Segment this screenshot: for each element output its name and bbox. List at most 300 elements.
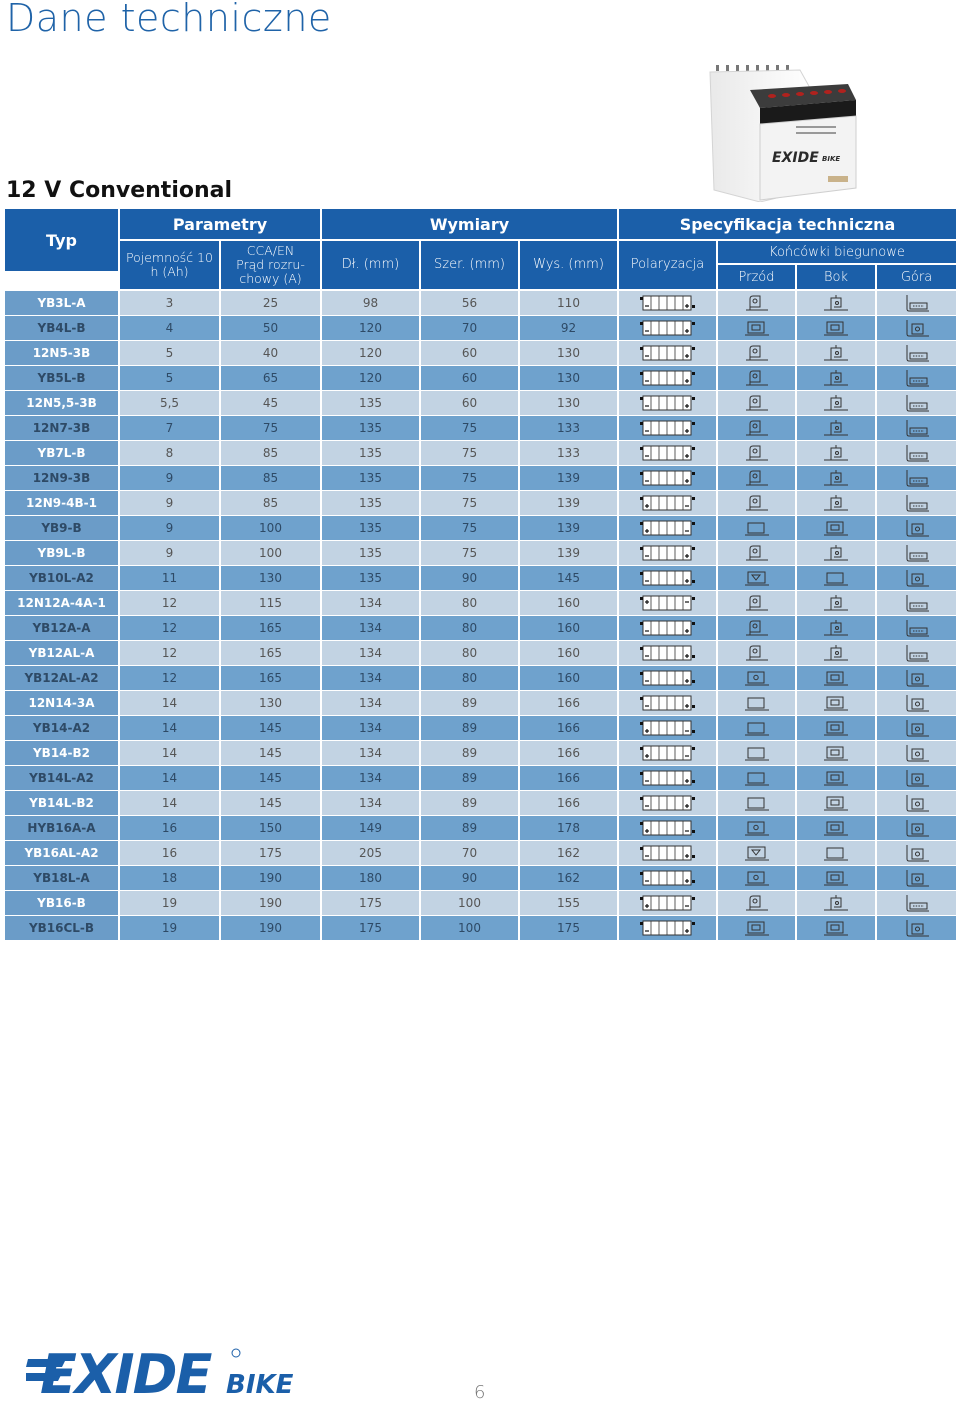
cell-type: HYB16A-A — [5, 816, 120, 840]
cell-type: 12N9-4B-1 — [5, 491, 120, 515]
header-cca-line2: Prąd rozru- — [236, 257, 305, 272]
table-row — [5, 416, 956, 440]
table-row — [5, 341, 956, 365]
cell-capacity: 14 — [120, 716, 221, 740]
cell-height: 139 — [520, 491, 619, 515]
terminal-side-icon — [797, 541, 877, 565]
cell-capacity: 9 — [120, 541, 221, 565]
cell-capacity: 12 — [120, 666, 221, 690]
polarity-diagram-icon — [619, 666, 718, 690]
table-row — [5, 741, 956, 765]
terminal-front-icon — [718, 516, 797, 540]
cell-capacity: 12 — [120, 641, 221, 665]
header-top: Góra — [877, 265, 956, 289]
terminal-top-icon — [877, 641, 956, 665]
cell-capacity: 8 — [120, 441, 221, 465]
terminal-side-icon — [797, 416, 877, 440]
terminal-top-icon — [877, 516, 956, 540]
cell-cca: 165 — [221, 616, 322, 640]
table-row — [5, 541, 956, 565]
table-row — [5, 516, 956, 540]
table-row — [5, 566, 956, 590]
header-typ-label: Typ — [46, 230, 77, 250]
header-front: Przód — [718, 265, 795, 289]
cell-type: YB9L-B — [5, 541, 120, 565]
cell-length: 134 — [322, 691, 421, 715]
terminal-top-icon — [877, 416, 956, 440]
polarity-diagram-icon — [619, 691, 718, 715]
terminal-front-icon — [718, 541, 797, 565]
cell-length: 134 — [322, 716, 421, 740]
terminal-side-icon — [797, 741, 877, 765]
cell-height: 162 — [520, 866, 619, 890]
cell-type: 12N12A-4A-1 — [5, 591, 120, 615]
cell-cca: 75 — [221, 416, 322, 440]
terminal-front-icon — [718, 566, 797, 590]
cell-height: 166 — [520, 791, 619, 815]
svg-text:EXIDE: EXIDE — [772, 150, 819, 166]
cell-length: 134 — [322, 591, 421, 615]
cell-length: 120 — [322, 316, 421, 340]
cell-width: 75 — [421, 416, 520, 440]
terminal-side-icon — [797, 866, 877, 890]
cell-length: 135 — [322, 416, 421, 440]
cell-width: 60 — [421, 341, 520, 365]
terminal-top-icon — [877, 291, 956, 315]
terminal-top-icon — [877, 366, 956, 390]
terminal-top-icon — [877, 541, 956, 565]
terminal-top-icon — [877, 766, 956, 790]
polarity-diagram-icon — [619, 791, 718, 815]
cell-type: YB14-B2 — [5, 741, 120, 765]
polarity-diagram-icon — [619, 716, 718, 740]
table-row — [5, 641, 956, 665]
svg-text:BIKE: BIKE — [822, 155, 841, 163]
polarity-diagram-icon — [619, 366, 718, 390]
polarity-diagram-icon — [619, 441, 718, 465]
header-cca — [221, 241, 320, 289]
polarity-diagram-icon — [619, 566, 718, 590]
cell-width: 75 — [421, 441, 520, 465]
cell-type: 12N9-3B — [5, 466, 120, 490]
polarity-diagram-icon — [619, 841, 718, 865]
table-row — [5, 891, 956, 915]
cell-height: 92 — [520, 316, 619, 340]
table-row — [5, 391, 956, 415]
cell-cca: 130 — [221, 566, 322, 590]
terminal-top-icon — [877, 566, 956, 590]
cell-type: YB7L-B — [5, 441, 120, 465]
header-height: Wys. (mm) — [520, 241, 617, 289]
cell-cca: 100 — [221, 516, 322, 540]
polarity-diagram-icon — [619, 316, 718, 340]
cell-height: 160 — [520, 641, 619, 665]
cell-length: 134 — [322, 641, 421, 665]
cell-cca: 165 — [221, 641, 322, 665]
terminal-top-icon — [877, 716, 956, 740]
polarity-diagram-icon — [619, 766, 718, 790]
cell-capacity: 14 — [120, 741, 221, 765]
cell-height: 130 — [520, 366, 619, 390]
table-row — [5, 591, 956, 615]
cell-width: 89 — [421, 741, 520, 765]
cell-cca: 130 — [221, 691, 322, 715]
terminal-side-icon — [797, 816, 877, 840]
cell-height: 166 — [520, 716, 619, 740]
cell-height: 139 — [520, 466, 619, 490]
cell-type: YB16AL-A2 — [5, 841, 120, 865]
polarity-diagram-icon — [619, 291, 718, 315]
polarity-diagram-icon — [619, 816, 718, 840]
terminal-side-icon — [797, 441, 877, 465]
cell-capacity: 9 — [120, 491, 221, 515]
cell-type: YB18L-A — [5, 866, 120, 890]
cell-cca: 190 — [221, 866, 322, 890]
cell-width: 90 — [421, 566, 520, 590]
cell-cca: 85 — [221, 441, 322, 465]
cell-length: 135 — [322, 391, 421, 415]
terminal-side-icon — [797, 691, 877, 715]
terminal-front-icon — [718, 641, 797, 665]
terminal-front-icon — [718, 841, 797, 865]
terminal-side-icon — [797, 716, 877, 740]
cell-length: 120 — [322, 341, 421, 365]
terminal-top-icon — [877, 491, 956, 515]
cell-width: 89 — [421, 766, 520, 790]
header-length: Dł. (mm) — [322, 241, 419, 289]
table-row — [5, 291, 956, 315]
terminal-top-icon — [877, 741, 956, 765]
header-cca-line1: CCA/EN — [246, 243, 295, 258]
table-row — [5, 841, 956, 865]
cell-height: 160 — [520, 616, 619, 640]
table-row — [5, 366, 956, 390]
cell-type: YB14L-B2 — [5, 791, 120, 815]
cell-cca: 165 — [221, 666, 322, 690]
cell-cca: 100 — [221, 541, 322, 565]
terminal-front-icon — [718, 341, 797, 365]
cell-cca: 150 — [221, 816, 322, 840]
terminal-front-icon — [718, 591, 797, 615]
terminal-front-icon — [718, 716, 797, 740]
cell-height: 178 — [520, 816, 619, 840]
cell-capacity: 19 — [120, 916, 221, 940]
cell-width: 60 — [421, 391, 520, 415]
cell-capacity: 5 — [120, 341, 221, 365]
terminal-top-icon — [877, 466, 956, 490]
cell-height: 160 — [520, 591, 619, 615]
table-row — [5, 666, 956, 690]
cell-cca: 115 — [221, 591, 322, 615]
terminal-front-icon — [718, 616, 797, 640]
terminal-front-icon — [718, 766, 797, 790]
terminal-side-icon — [797, 841, 877, 865]
cell-length: 98 — [322, 291, 421, 315]
terminal-top-icon — [877, 866, 956, 890]
cell-width: 80 — [421, 616, 520, 640]
cell-type: YB16CL-B — [5, 916, 120, 940]
exide-bike-logo — [26, 1345, 316, 1405]
cell-cca: 85 — [221, 491, 322, 515]
polarity-diagram-icon — [619, 891, 718, 915]
terminal-side-icon — [797, 516, 877, 540]
header-terminals: Końcówki biegunowe — [718, 241, 956, 263]
cell-height: 160 — [520, 666, 619, 690]
battery-illustration-icon — [700, 60, 860, 202]
terminal-side-icon — [797, 891, 877, 915]
header-cca-line3: chowy (A) — [239, 271, 302, 286]
cell-type: YB5L-B — [5, 366, 120, 390]
terminal-front-icon — [718, 691, 797, 715]
cell-width: 80 — [421, 591, 520, 615]
polarity-diagram-icon — [619, 591, 718, 615]
polarity-diagram-icon — [619, 916, 718, 940]
cell-width: 89 — [421, 791, 520, 815]
cell-height: 162 — [520, 841, 619, 865]
table-row — [5, 866, 956, 890]
header-group-wymiary: Wymiary — [322, 209, 617, 239]
terminal-front-icon — [718, 366, 797, 390]
polarity-diagram-icon — [619, 866, 718, 890]
cell-width: 89 — [421, 716, 520, 740]
cell-width: 75 — [421, 516, 520, 540]
terminal-front-icon — [718, 391, 797, 415]
page-number: 6 — [474, 1382, 486, 1403]
header-group-spec: Specyfikacja techniczna — [619, 209, 956, 239]
polarity-diagram-icon — [619, 416, 718, 440]
cell-width: 80 — [421, 641, 520, 665]
cell-cca: 145 — [221, 766, 322, 790]
cell-height: 133 — [520, 441, 619, 465]
terminal-side-icon — [797, 566, 877, 590]
terminal-side-icon — [797, 341, 877, 365]
cell-length: 135 — [322, 491, 421, 515]
cell-width: 56 — [421, 291, 520, 315]
cell-capacity: 16 — [120, 841, 221, 865]
cell-width: 100 — [421, 891, 520, 915]
cell-type: 12N5,5-3B — [5, 391, 120, 415]
terminal-side-icon — [797, 616, 877, 640]
cell-length: 134 — [322, 791, 421, 815]
header-side: Bok — [797, 265, 875, 289]
cell-capacity: 7 — [120, 416, 221, 440]
polarity-diagram-icon — [619, 491, 718, 515]
terminal-top-icon — [877, 391, 956, 415]
terminal-side-icon — [797, 491, 877, 515]
cell-length: 134 — [322, 666, 421, 690]
cell-cca: 145 — [221, 716, 322, 740]
terminal-front-icon — [718, 441, 797, 465]
polarity-diagram-icon — [619, 341, 718, 365]
terminal-side-icon — [797, 291, 877, 315]
terminal-front-icon — [718, 466, 797, 490]
terminal-front-icon — [718, 866, 797, 890]
cell-type: YB4L-B — [5, 316, 120, 340]
terminal-front-icon — [718, 916, 797, 940]
table-row — [5, 316, 956, 340]
terminal-side-icon — [797, 641, 877, 665]
cell-cca: 145 — [221, 791, 322, 815]
header-width: Szer. (mm) — [421, 241, 518, 289]
logo-text: EXIDE — [40, 1345, 211, 1401]
terminal-side-icon — [797, 591, 877, 615]
cell-height: 130 — [520, 341, 619, 365]
cell-width: 75 — [421, 466, 520, 490]
section-title: 12 V Conventional — [6, 178, 233, 203]
cell-width: 70 — [421, 841, 520, 865]
cell-type: YB9-B — [5, 516, 120, 540]
cell-capacity: 4 — [120, 316, 221, 340]
cell-cca: 175 — [221, 841, 322, 865]
cell-width: 89 — [421, 691, 520, 715]
cell-capacity: 9 — [120, 466, 221, 490]
cell-capacity: 9 — [120, 516, 221, 540]
cell-cca: 190 — [221, 916, 322, 940]
terminal-side-icon — [797, 916, 877, 940]
terminal-top-icon — [877, 616, 956, 640]
cell-width: 60 — [421, 366, 520, 390]
terminal-top-icon — [877, 441, 956, 465]
terminal-top-icon — [877, 316, 956, 340]
polarity-diagram-icon — [619, 516, 718, 540]
cell-height: 166 — [520, 766, 619, 790]
table-row — [5, 491, 956, 515]
cell-height: 130 — [520, 391, 619, 415]
cell-capacity: 14 — [120, 691, 221, 715]
cell-capacity: 18 — [120, 866, 221, 890]
cell-capacity: 12 — [120, 591, 221, 615]
terminal-top-icon — [877, 816, 956, 840]
cell-capacity: 11 — [120, 566, 221, 590]
terminal-top-icon — [877, 841, 956, 865]
terminal-side-icon — [797, 391, 877, 415]
cell-length: 134 — [322, 766, 421, 790]
cell-length: 120 — [322, 366, 421, 390]
header-capacity: Pojemność 10 h (Ah) — [120, 241, 219, 289]
cell-width: 89 — [421, 816, 520, 840]
polarity-diagram-icon — [619, 391, 718, 415]
polarity-diagram-icon — [619, 616, 718, 640]
polarity-diagram-icon — [619, 641, 718, 665]
cell-height: 139 — [520, 516, 619, 540]
cell-cca: 25 — [221, 291, 322, 315]
cell-length: 175 — [322, 916, 421, 940]
terminal-front-icon — [718, 666, 797, 690]
cell-length: 135 — [322, 541, 421, 565]
logo-sub: BIKE — [226, 1370, 294, 1400]
polarity-diagram-icon — [619, 741, 718, 765]
cell-cca: 50 — [221, 316, 322, 340]
cell-type: 12N5-3B — [5, 341, 120, 365]
cell-capacity: 5,5 — [120, 391, 221, 415]
cell-length: 180 — [322, 866, 421, 890]
cell-height: 155 — [520, 891, 619, 915]
table-row — [5, 791, 956, 815]
terminal-front-icon — [718, 491, 797, 515]
terminal-side-icon — [797, 766, 877, 790]
cell-cca: 145 — [221, 741, 322, 765]
terminal-side-icon — [797, 666, 877, 690]
polarity-diagram-icon — [619, 466, 718, 490]
cell-height: 133 — [520, 416, 619, 440]
terminal-top-icon — [877, 791, 956, 815]
terminal-front-icon — [718, 816, 797, 840]
table-row — [5, 916, 956, 940]
cell-type: YB3L-A — [5, 291, 120, 315]
polarity-diagram-icon — [619, 541, 718, 565]
cell-width: 75 — [421, 491, 520, 515]
terminal-side-icon — [797, 316, 877, 340]
cell-type: YB12AL-A2 — [5, 666, 120, 690]
cell-capacity: 16 — [120, 816, 221, 840]
cell-cca: 65 — [221, 366, 322, 390]
table-row — [5, 691, 956, 715]
terminal-top-icon — [877, 891, 956, 915]
cell-type: 12N7-3B — [5, 416, 120, 440]
page-title: Dane techniczne — [6, 0, 332, 40]
table-row — [5, 816, 956, 840]
cell-capacity: 14 — [120, 791, 221, 815]
cell-length: 149 — [322, 816, 421, 840]
cell-width: 80 — [421, 666, 520, 690]
cell-height: 175 — [520, 916, 619, 940]
table-row — [5, 716, 956, 740]
table-row — [5, 766, 956, 790]
cell-length: 175 — [322, 891, 421, 915]
cell-length: 205 — [322, 841, 421, 865]
terminal-front-icon — [718, 891, 797, 915]
header-typ — [5, 209, 118, 271]
cell-height: 166 — [520, 691, 619, 715]
cell-capacity: 3 — [120, 291, 221, 315]
cell-capacity: 14 — [120, 766, 221, 790]
cell-height: 110 — [520, 291, 619, 315]
terminal-side-icon — [797, 791, 877, 815]
cell-type: YB14L-A2 — [5, 766, 120, 790]
cell-type: YB10L-A2 — [5, 566, 120, 590]
cell-width: 90 — [421, 866, 520, 890]
cell-cca: 45 — [221, 391, 322, 415]
terminal-top-icon — [877, 591, 956, 615]
terminal-side-icon — [797, 366, 877, 390]
cell-length: 135 — [322, 516, 421, 540]
terminal-side-icon — [797, 466, 877, 490]
terminal-top-icon — [877, 666, 956, 690]
cell-type: YB16-B — [5, 891, 120, 915]
table-row — [5, 466, 956, 490]
cell-capacity: 19 — [120, 891, 221, 915]
table-row — [5, 616, 956, 640]
terminal-top-icon — [877, 341, 956, 365]
cell-cca: 85 — [221, 466, 322, 490]
terminal-top-icon — [877, 916, 956, 940]
cell-capacity: 5 — [120, 366, 221, 390]
terminal-front-icon — [718, 316, 797, 340]
terminal-front-icon — [718, 416, 797, 440]
terminal-front-icon — [718, 791, 797, 815]
terminal-front-icon — [718, 741, 797, 765]
cell-length: 134 — [322, 616, 421, 640]
cell-width: 70 — [421, 316, 520, 340]
cell-cca: 40 — [221, 341, 322, 365]
table-row — [5, 441, 956, 465]
cell-length: 135 — [322, 441, 421, 465]
cell-height: 145 — [520, 566, 619, 590]
cell-type: YB14-A2 — [5, 716, 120, 740]
terminal-top-icon — [877, 691, 956, 715]
cell-width: 100 — [421, 916, 520, 940]
cell-capacity: 12 — [120, 616, 221, 640]
